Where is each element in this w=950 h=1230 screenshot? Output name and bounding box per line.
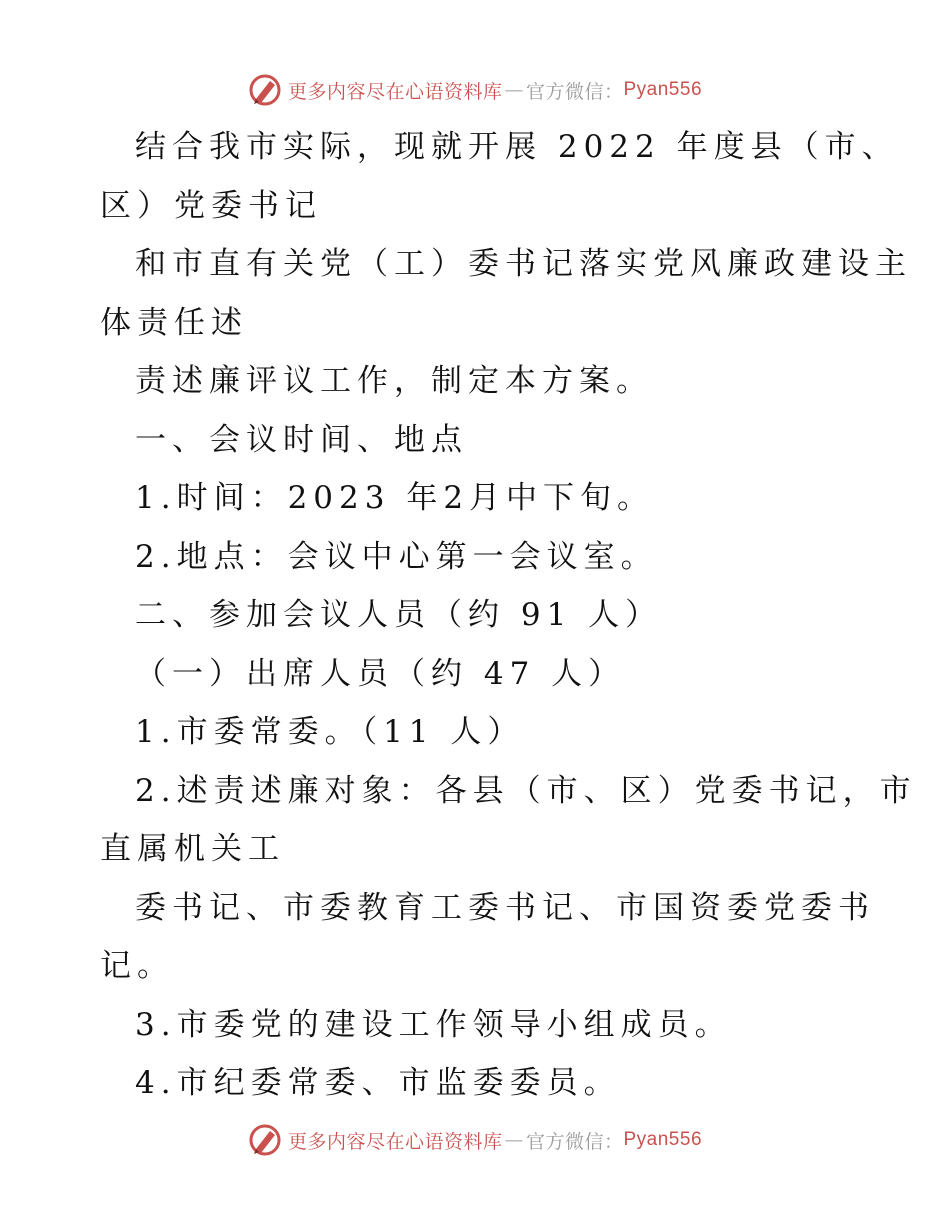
watermark-brand: 更多内容尽在心语资料库 <box>287 1130 503 1153</box>
paragraph-line: 责述廉评议工作，制定本方案。 <box>135 363 653 399</box>
paragraph-line: 二、参加会议人员（约 91 人） <box>135 597 663 633</box>
watermark-text <box>288 1127 702 1154</box>
watermark-wechat-id: Pyan556 <box>623 79 703 100</box>
paragraph-line: 体责任述 <box>100 304 248 341</box>
header-watermark-banner <box>0 70 950 110</box>
paragraph-line: 4.市纪委常委、市监委委员。 <box>135 1065 621 1101</box>
watermark-brand: 更多内容尽在心语资料库 <box>287 80 503 103</box>
paragraph-line: 直属机关工 <box>100 831 285 867</box>
watermark-text <box>288 77 702 104</box>
paragraph-line: 记。 <box>100 948 174 984</box>
paragraph-line: 和市直有关党（工）委书记落实党风廉政建设主 <box>135 246 912 282</box>
watermark-dash: — <box>504 1129 524 1151</box>
paragraph-line: 结合我市实际，现就开展 2022 年度县（市、 <box>135 129 899 165</box>
pen-logo-icon <box>248 73 282 107</box>
pen-logo-icon <box>248 1123 282 1157</box>
paragraph-line: 1.时间：2023 年2月中下旬。 <box>135 480 655 516</box>
paragraph-line: 1.市委常委。（11 人） <box>135 714 525 750</box>
footer-watermark-banner <box>0 1120 950 1160</box>
watermark-dash: — <box>504 79 524 101</box>
paragraph-line: 2.述责述廉对象：各县（市、区）党委书记，市 <box>135 772 917 809</box>
paragraph-line: 委书记、市委教育工委书记、市国资委党委书 <box>135 889 875 926</box>
paragraph-line: 2.地点：会议中心第一会议室。 <box>135 538 658 575</box>
paragraph-line: 3.市委党的建设工作领导小组成员。 <box>135 1006 732 1043</box>
paragraph-line: 区）党委书记 <box>100 187 322 224</box>
watermark-official-label: 官方微信： <box>525 1130 624 1153</box>
paragraph-line: 一、会议时间、地点 <box>135 421 468 458</box>
watermark-official-label: 官方微信： <box>525 80 624 103</box>
watermark-wechat-id: Pyan556 <box>623 1129 703 1150</box>
paragraph-line: （一）出席人员（约 47 人） <box>135 655 626 692</box>
document-body <box>100 118 917 1113</box>
